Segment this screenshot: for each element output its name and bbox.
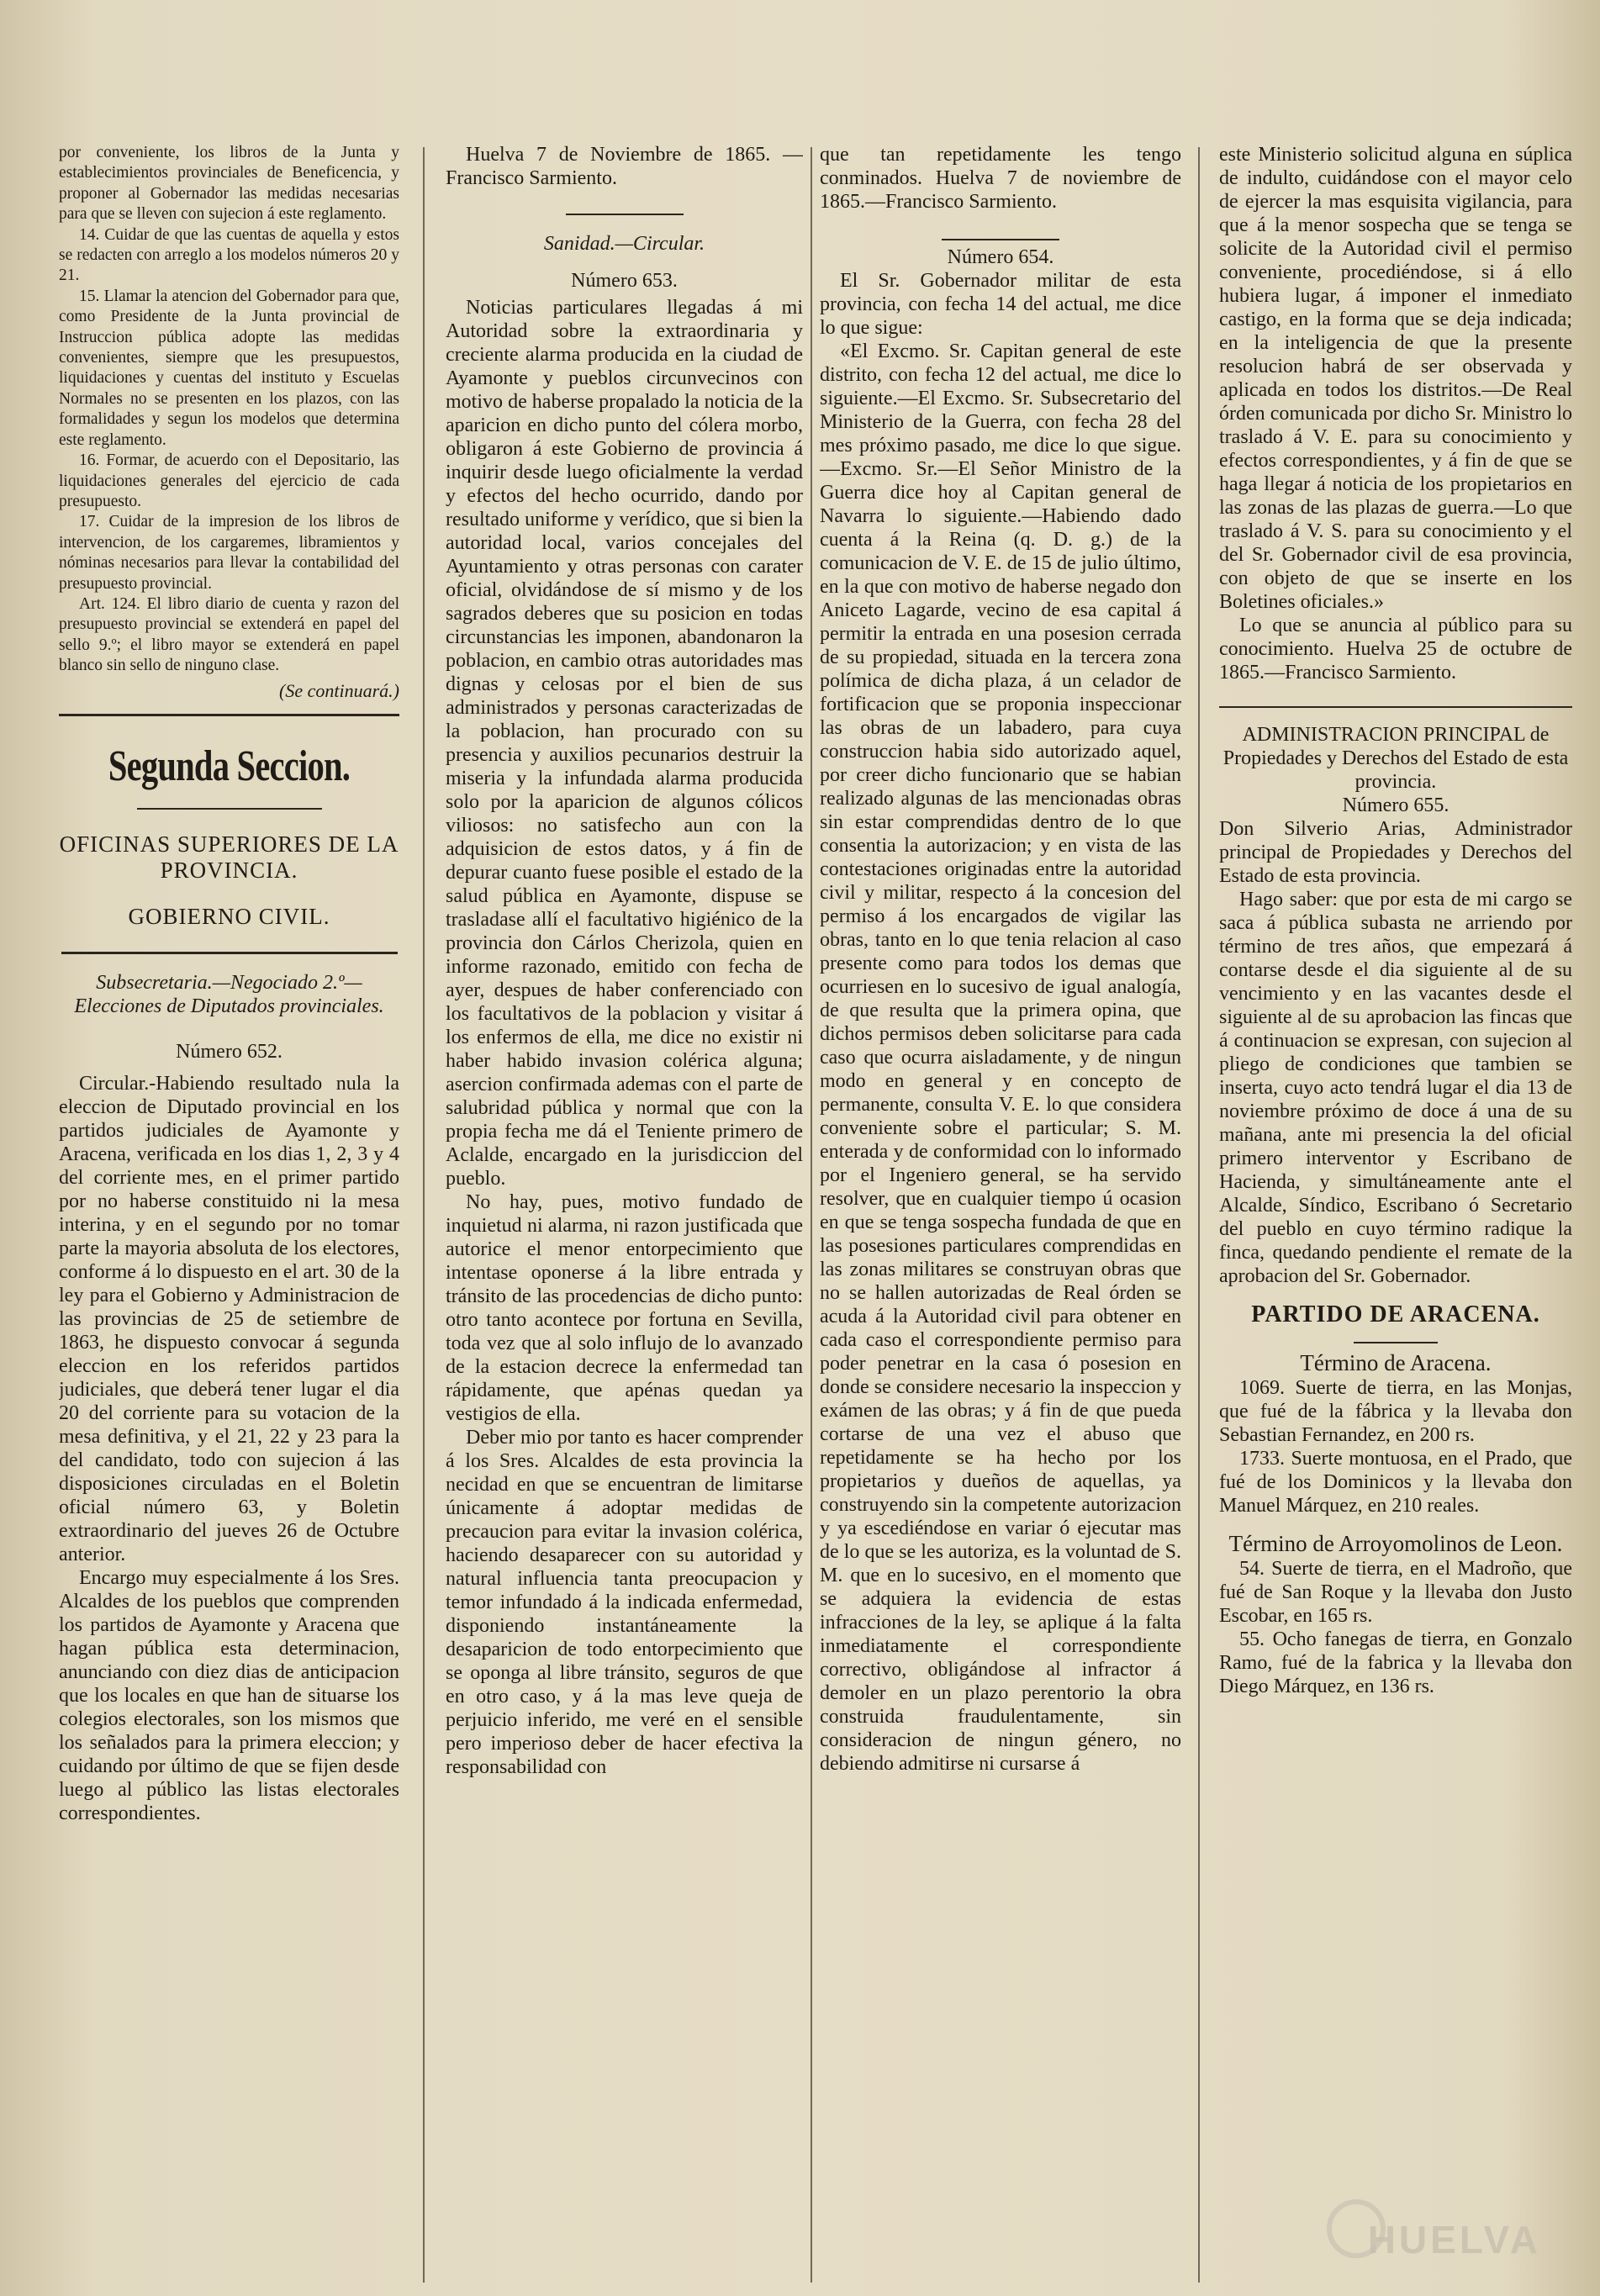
item-number: Número 653. [571, 270, 678, 292]
paragraph: Hago saber: que por esta de mi cargo se saca á pública subasta ne arriendo por término de tres años, que empezará á contarse desde el dia siguiente al de su vencimiento y en las vacantes desde el siguiente al de su aprobacion las fincas que á continuacion se expresan, con sujecion al pliego de condiciones que tambien se inserta, cuyo acto tendrá lugar el dia 13 de noviembre próximo de doce á una de su mañana, ante mi presencia la del oficial primero interventor y Escribano de Hacienda, y simultáneamente ante el Alcalde, Síndico, Escribano ó Secretario del pueblo en cuyo término radique la finca, quedando pendiente el remate de la aprobacion del Sr. Gobernador. [1219, 889, 1572, 1287]
column-4 [1219, 143, 1572, 1698]
paragraph: Don Silverio Arias, Administrador principal de Propiedades y Derechos del Estado de esta provincia. [1219, 818, 1572, 887]
paragraph: Deber mio por tanto es hacer comprender á los Sres. Alcaldes de esta provincia la necidad en que se encuentran de limitarse únicamente á adoptar medidas de precaucion para evitar la invasion colérica, haciendo desaparecer con su autoridad y natural influencia tanta preocupacion y temor infundado á la indicada enfermedad, disponiendo instantáneamente la desaparicion de todo entorpecimiento que se oponga al libre tránsito, seguros de que en otro caso, y á la mas leve queja de perjuicio inferido, me veré en el sensible pero imperioso deber de hacer efectiva la responsabilidad con [446, 1427, 803, 1778]
paragraph: Lo que se anuncia al público para su conocimiento. Huelva 25 de octubre de 1865.—Francisco Sarmiento. [1219, 615, 1572, 684]
section-title: Segunda Seccion. [108, 742, 351, 790]
regulation-text [59, 143, 399, 677]
sanidad-heading: Sanidad.—Circular. [543, 233, 705, 255]
divider [942, 239, 1059, 240]
item-number: Número 655. [1342, 794, 1450, 816]
paragraph: Art. 124. El libro diario de cuenta y razon del presupuesto provincial se extenderá en papel del sello 9.º; el libro mayor se extenderá en papel blanco sin sello de ninguno clase. [59, 594, 399, 675]
paragraph: 17. Cuidar de la impresion de los libros de intervencion, de los cargaremes, libramientos y nóminas necesarios para llevar la contabilidad del presupuesto provincial. [59, 513, 399, 593]
termino-heading: Término de Aracena. [1300, 1350, 1492, 1375]
termino-heading: Término de Arroyomolinos de Leon. [1228, 1531, 1563, 1556]
property-entry: 1733. Suerte montuosa, en el Prado, que fué de los Dominicos y la llevaba don Manuel Márquez, en 210 reales. [1219, 1448, 1572, 1517]
paragraph: por conveniente, los libros de la Junta y establecimientos provinciales de Beneficencia, y proponer al Gobernador las medidas necesarias para que se lleven con sujecion á este reglamento. [59, 144, 399, 224]
section-rule [59, 714, 399, 716]
paragraph: Noticias particulares llegadas á mi Autoridad sobre la extraordinaria y creciente alarma producida en la ciudad de Ayamonte y pueblos circunvecinos con motivo de haberse propalado la noticia de la aparicion en dicho punto del cólera morbo, obligaron á este Gobierno de provincia á inquirir desde luego oficialmente la verdad y efectos del hecho ocurrido, dando por resultado uniforme y verídico, que si bien la autoridad local, varios concejales del Ayuntamiento y otras personas con carater oficial, olvidándose de sí mismo y de los sagrados deberes que su posicion en todas circunstancias les imponen, abandonaron la poblacion, en cambio otras autoridades mas dignas y celosas por el bien de sus administrados y personas caracterizadas de la poblacion, han procurado con su presencia y auxilios pecunarios destruir la miseria y la infundada alarma producida solo por la aparicion de algunos cólicos viliosos: no satisfecho aun con la adquisicion de estos datos, y á fin de depurar cuanto fuese posible el estado de la salud pública en Ayamonte, dispuse se trasladase allí el facultativo higiénico de la provincia don Cárlos Cherizola, quien en informe razonado, emitido con fecha de ayer, despues de haber conferenciado con los facultativos de la poblacion y visitar á los enfermos de ella, me dice no existir ni haber habido invasion colérica alguna; asercion confirmada ademas con el parte de salubridad pública y normal que con la propia fecha me dá el Teniente primero de Aclalde, encargado en la jurisdiccion del pueblo. [446, 297, 803, 1190]
archive-watermark [1368, 2217, 1541, 2262]
subsection-title: Subsecretaria.—Negociado 2.º—Elecciones de Diputados provinciales. [74, 971, 384, 1017]
divider [1219, 706, 1572, 708]
paragraph: que tan repetidamente les tengo conminados. Huelva 7 de noviembre de 1865.—Francisco Sarmiento. [820, 144, 1181, 213]
paragraph: «El Excmo. Sr. Capitan general de este distrito, con fecha 12 del actual, me dice lo siguiente.—El Excmo. Sr. Subsecretario del Ministerio de la Guerra, con fecha 28 del mes próximo pasado, me dice lo que sigue.—Excmo. Sr.—El Señor Ministro de la Guerra dice hoy al Capitan general de Navarra lo siguiente.—Habiendo dado cuenta á la Reina (q. D. g.) de la comunicacion de V. E. de 15 de julio último, en la que con motivo de haberse negado don Aniceto Lagarde, vecino de esa capital á permitir la entrada en una posesion cerrada de su propiedad, situada en la tercera zona polímica de dicha plaza, á un celador de fortificacion que se proponia inspeccionar las obras de un labadero, para cuya construccion habia sido autorizado aquel, por creer dicho funcionario que se habian realizado algunas de las mencionadas obras sin estar comprendidas dentro de lo que consentia la autorizacion; y en vista de las contestaciones originadas entre la autoridad civil y militar, respecto á la concesion del permiso á los encargados de vigilar las obras, tanto en lo que tenia relacion al caso presente como para todos los demas que ocurriesen en lo sucesivo de igual analogía, de que resulta que la primera opina, que dichos permisos deben solicitarse para cada caso que ocurra aisladamente, y de ningun modo en general y en concepto de permanente, consulta V. E. lo que considera conveniente sobre el particular; S. M. enterada y de conformidad con lo informado por el Ingeniero general, se ha servido resolver, que en cualquier tiempo ú ocasion en que se tenga sospecha fundada de que en las posesiones particulares comprendidas en las zonas militares se construyan obras que no se hallen autorizadas de Real órden se acuda á la Autoridad civil para obtener en cada caso el correspondiente permiso para poder penetrar en la casa ó posesion en donde se considere necesario la inspeccion y exámen de las obras; y á fin de que pueda cortarse de una vez el abuso que repetidamente se ha hecho por los propietarios y dueños de aquellas, ya construyendo sin la competente autorizacion y ya escediéndose en variar ó ejecutar mas de lo que se les autoriza, es la voluntad de S. M. que en lo sucesivo, en el momento que se adquiera la evidencia de estas infracciones de la ley, se aplique á la falta inmediatamente el correspondiente correctivo, obligándose al infractor á demoler en un plazo perentorio la obra construida fraudulentamente, sin consideracion de ningun género, no debiendo admitirse ni cursarse á [820, 340, 1181, 1775]
divider [1354, 1342, 1438, 1343]
paragraph: Circular.-Habiendo resultado nula la eleccion de Diputado provincial en los partidos judiciales de Ayamonte y Aracena, verificada en los dias 1, 2, 3 y 4 del corriente mes, en el primer partido por no haberse constituido ni la mesa interina, y en el segundo por no tomar parte la mayoria absoluta de los electores, conforme á lo dispuesto en el art. 30 de la ley para el Gobierno y Administracion de las provincias de 25 de setiembre de 1863, he dispuesto convocar á segunda eleccion en los referidos partidos judiciales, que deberá tener lugar el dia 20 del corriente para su votacion de la mesa definitiva, y el 21, 22 y 23 para la del candidato, todo con sujecion á las disposiciones circuladas en el Boletin oficial número 63, y Boletin extraordinario del jueves 26 de Octubre anterior. [59, 1072, 399, 1565]
column-rule [811, 147, 812, 2283]
column-1 [59, 143, 399, 1825]
signature-line: Huelva 7 de Noviembre de 1865. —Francisco Sarmiento. [446, 144, 803, 189]
property-entry: 1069. Suerte de tierra, en las Monjas, que fué de la fábrica y la llevaba don Sebastian Fernandez, en 200 rs. [1219, 1377, 1572, 1446]
continued-note: (Se continuará.) [279, 679, 399, 701]
paragraph: 16. Formar, de acuerdo con el Depositario, las liquidaciones generales del ejercicio de cada presupuesto. [59, 451, 399, 510]
divider [61, 952, 398, 954]
partido-heading: PARTIDO DE ARACENA. [1251, 1301, 1540, 1327]
column-3 [820, 143, 1181, 1776]
admin-heading: ADMINISTRACION PRINCIPAL de Propiedades y Derechos del Estado de esta provincia. [1222, 724, 1569, 793]
heading-gobierno: GOBIERNO CIVIL. [128, 903, 330, 929]
property-entry: 54. Suerte de tierra, en el Madroño, que fué de San Roque y la llevaba don Justo Escobar, en 165 rs. [1219, 1558, 1572, 1627]
property-entry: 55. Ocho fanegas de tierra, en Gonzalo Ramo, fué de la fabrica y la llevaba don Diego Márquez, en 136 rs. [1219, 1628, 1572, 1697]
divider [566, 214, 684, 215]
paragraph: este Ministerio solicitud alguna en súplica de indulto, cuidándose con el mayor celo de ejercer la mas esquisita vigilancia, para que á la menor sospecha que se tenga se solicite de la Autoridad civil el permiso conveniente, procediéndose, si á ello hubiera lugar, á imponer el inmediato castigo, en la forma que se deja indicada; en la inteligencia de que la presente resolucion habrá de ser observada y aplicada en todos los distritos.—De Real órden comunicada por dicho Sr. Ministro lo traslado á V. E. para su conocimiento y efectos correspondientes, y á fin de que se haga llegar á noticia de los propietarios en las zonas de las plazas de guerra.—Lo que traslado á V. S. para su conocimiento y el del Sr. Gobernador civil de esa provincia, con objeto de que se inserte en los Boletines oficiales.» [1219, 144, 1572, 613]
paragraph: El Sr. Gobernador militar de esta provincia, con fecha 14 del actual, me dice lo que sigue: [820, 270, 1181, 339]
column-rule [1198, 147, 1200, 2283]
divider [137, 808, 322, 810]
paragraph: Encargo muy especialmente á los Sres. Alcaldes de los pueblos que comprenden los partidos de Ayamonte y Aracena que hagan pública esta determinacion, anunciando con diez dias de anticipacion que los locales en que han de situarse los colegios electorales, son los mismos que los señalados para la primera eleccion; y cuidando por último de que se fijen desde luego al público las listas electorales correspondientes. [59, 1566, 399, 1824]
paragraph: 14. Cuidar de que las cuentas de aquella y estos se redacten con arreglo a los modelos números 20 y 21. [59, 225, 399, 285]
heading-offices: OFICINAS SUPERIORES DE LA PROVINCIA. [59, 831, 399, 883]
item-number: Número 652. [176, 1040, 283, 1063]
paragraph: 15. Llamar la atencion del Gobernador para que, como Presidente de la Junta provincial de Instruccion pública adopte las medidas convenientes, siempre que les presupuestos, liquidaciones y cuentas del instituto y Escuelas Normales no se presenten en los plazos, con las formalidades y segun los modelos que determina este reglamento. [59, 287, 399, 449]
watermark-text: HUELVA [1367, 2218, 1541, 2262]
paragraph: No hay, pues, motivo fundado de inquietud ni alarma, ni razon justificada que autorice el menor entorpecimiento que intentase oponerse á la libre entrada y tránsito de las procedencias de dicho punto: otro tanto acontece por fortuna en Sevilla, toda vez que al solo influjo de lo avanzado de la estacion decrece la enfermedad tan rápidamente, que apénas quedan ya vestigios de ella. [446, 1191, 803, 1425]
column-2 [446, 143, 803, 1779]
column-rule [423, 147, 425, 2283]
item-number: Número 654. [947, 246, 1054, 268]
